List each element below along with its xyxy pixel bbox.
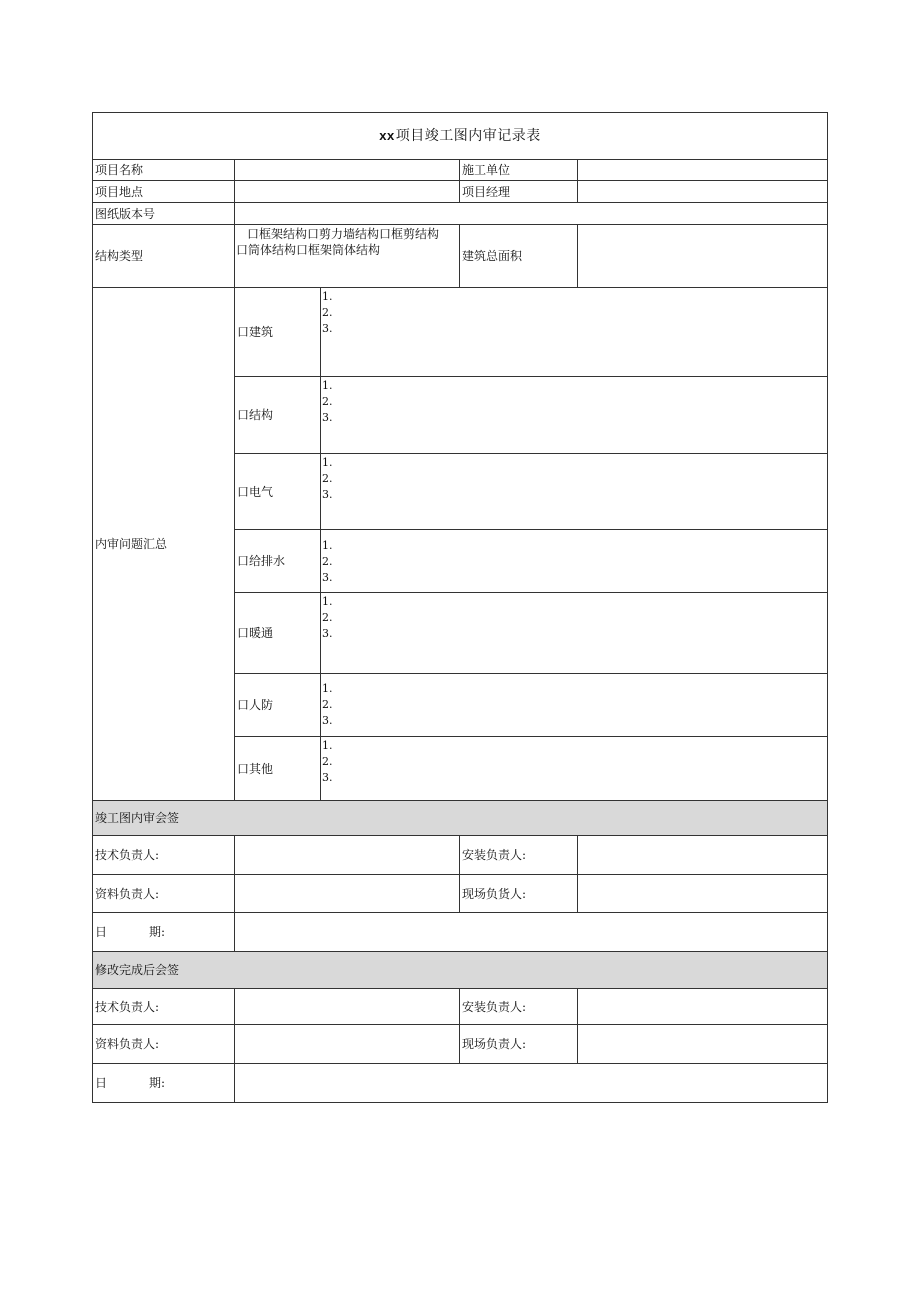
signoff1-date-field[interactable] [235,913,827,951]
signoff2-date-label: 日 期: [95,1076,166,1090]
audit-record-form [92,112,828,1103]
discipline-electrical[interactable]: 口电气 [237,484,274,499]
project-location-field[interactable] [235,181,459,202]
total-area-field[interactable] [578,225,827,287]
signoff1-site-lead-field[interactable] [578,875,827,912]
signoff2-docs-lead-label: 资料负责人: [95,1037,160,1051]
drawing-version-label: 图纸版本号 [95,206,156,221]
hvac-items[interactable]: 1. 2. 3. [322,595,333,640]
project-manager-field[interactable] [578,181,827,202]
signoff2-tech-lead-label: 技术负责人: [95,999,160,1014]
discipline-structure[interactable]: 口结构 [237,408,274,422]
signoff1-install-lead-field[interactable] [578,836,827,874]
architecture-items[interactable]: 1. 2. 3. [322,290,333,335]
title-text: 项目竣工图内审记录表 [395,128,541,144]
signoff2-install-lead-label: 安装负责人: [462,999,527,1014]
structure-items[interactable]: 1. 2. 3. [322,379,333,424]
signoff2-tech-lead-field[interactable] [235,989,459,1024]
signoff2-header: 修改完成后会签 [93,951,827,988]
signoff2-site-lead-field[interactable] [578,1025,827,1063]
structure-options-line2: 口筒体结构口框架筒体结构 [236,243,381,257]
total-area-label: 建筑总面积 [462,249,523,263]
structure-type-options[interactable] [235,226,459,287]
plumbing-items[interactable]: 1. 2. 3. [322,539,333,584]
signoff1-docs-lead-label: 资料负责人: [95,886,160,901]
other-items[interactable]: 1. 2. 3. [322,739,333,784]
summary-label: 内审问题汇总 [95,537,168,551]
signoff1-tech-lead-field[interactable] [235,836,459,874]
structure-options-line1: 口框架结构口剪力墙结构口框剪结构 [247,227,440,241]
signoff1-docs-lead-field[interactable] [235,875,459,912]
signoff1-date-label: 日 期: [95,925,166,939]
discipline-civil-defense[interactable]: 口人防 [237,698,274,712]
signoff1-site-lead-label: 现场负货人: [462,886,527,901]
project-name-label: 项目名称 [95,163,144,177]
signoff1-install-lead-label: 安装负责人: [462,848,527,862]
discipline-hvac[interactable]: 口暖通 [237,626,274,640]
civil-defense-items[interactable]: 1. 2. 3. [322,682,333,727]
form-title [93,113,827,159]
project-manager-label: 项目经理 [462,184,511,199]
signoff2-install-lead-field[interactable] [578,989,827,1024]
project-location-label: 项目地点 [95,184,144,199]
drawing-version-field[interactable] [235,203,827,224]
electrical-items[interactable]: 1. 2. 3. [322,456,333,501]
structure-type-label: 结构类型 [95,249,144,263]
signoff2-date-field[interactable] [235,1064,827,1102]
construction-unit-field[interactable] [578,160,827,180]
signoff1-header: 竣工图内审会签 [93,800,827,835]
signoff2-site-lead-label: 现场负责人: [462,1037,527,1051]
construction-unit-label: 施工单位 [462,163,511,177]
project-name-field[interactable] [235,160,459,180]
discipline-plumbing[interactable]: 口给排水 [237,554,286,568]
signoff1-tech-lead-label: 技术负责人: [95,848,160,862]
discipline-architecture[interactable]: 口建筑 [237,325,274,339]
signoff2-docs-lead-field[interactable] [235,1025,459,1063]
discipline-other[interactable]: 口其他 [237,761,274,776]
title-prefix: xx [379,128,395,143]
